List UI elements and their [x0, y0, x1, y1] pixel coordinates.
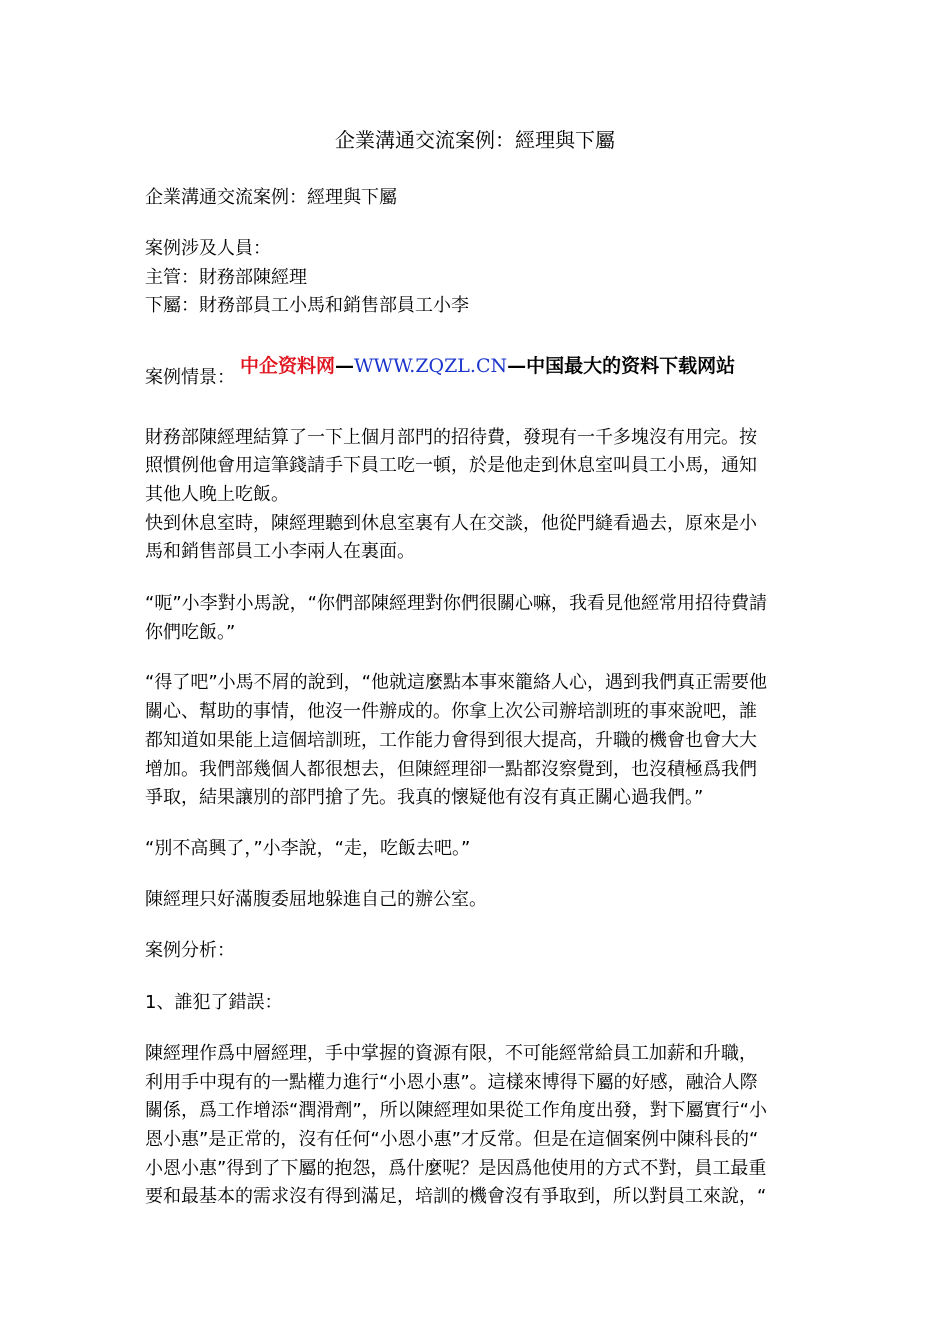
paragraph-line: 其他人晚上吃飯。	[145, 484, 289, 505]
paragraph-line: 陳經理只好滿腹委屈地躲進自己的辦公室。	[145, 889, 487, 910]
paragraph-line: 利用手中現有的一點權力進行“小恩小惠”。這樣來博得下屬的好感，融洽人際	[145, 1072, 758, 1093]
paragraph-line: 馬和銷售部員工小李兩人在裏面。	[145, 541, 415, 562]
scenario-label: 案例情景：	[145, 367, 235, 388]
document-title: 企業溝通交流案例：經理與下屬	[335, 128, 615, 152]
banner-url: WWW.ZQZL.CN	[354, 355, 508, 377]
paragraph-line: 關心、幫助的事情，他沒一件辦成的。你拿上次公司辦培訓班的事來說吧，誰	[145, 701, 757, 722]
paragraph-line: 小恩小惠”得到了下屬的抱怨，爲什麼呢？是因爲他使用的方式不對，員工最重	[145, 1158, 767, 1179]
analysis-heading: 案例分析：	[145, 940, 235, 961]
paragraph-line: 關係，爲工作增添“潤滑劑”，所以陳經理如果從工作角度出發，對下屬實行“小	[145, 1100, 767, 1121]
document-subtitle: 企業溝通交流案例：經理與下屬	[145, 187, 397, 208]
paragraph-line: 爭取，結果讓別的部門搶了先。我真的懷疑他有沒有真正關心過我們。”	[145, 787, 704, 808]
paragraph-line: 增加。我們部幾個人都很想去，但陳經理卻一點都沒察覺到，也沒積極爲我們	[145, 759, 757, 780]
paragraph-line: 要和最基本的需求沒有得到滿足，培訓的機會沒有爭取到，所以對員工來說，“	[145, 1186, 767, 1207]
supervisor-line: 主管：財務部陳經理	[145, 267, 307, 288]
subordinates-line: 下屬：財務部員工小馬和銷售部員工小李	[145, 295, 469, 316]
paragraph-line: “呃”小李對小馬說，“你們部陳經理對你們很關心嘛，我看見他經常用招待費請	[145, 593, 767, 614]
paragraph-line: 照慣例他會用這筆錢請手下員工吃一頓，於是他走到休息室叫員工小馬，通知	[145, 455, 757, 476]
people-heading: 案例涉及人員：	[145, 238, 271, 259]
paragraph-line: 你們吃飯。”	[145, 622, 236, 643]
section-heading: 1、誰犯了錯誤：	[145, 992, 283, 1013]
paragraph-line: 財務部陳經理結算了一下上個月部門的招待費，發現有一千多塊沒有用完。按	[145, 427, 757, 448]
paragraph-line: 陳經理作爲中層經理，手中掌握的資源有限，不可能經常給員工加薪和升職，	[145, 1043, 757, 1064]
banner-tagline: 中国最大的资料下载网站	[526, 355, 736, 377]
watermark-banner	[240, 352, 735, 380]
banner-site-name: 中企资料网	[240, 355, 336, 377]
banner-dash: —	[507, 355, 527, 377]
paragraph-line: “別不高興了，”小李說，“走，吃飯去吧。”	[145, 838, 471, 859]
paragraph-line: 快到休息室時，陳經理聽到休息室裏有人在交談，他從門縫看過去，原來是小	[145, 513, 757, 534]
paragraph-line: “得了吧”小馬不屑的說到，“他就這麼點本事來籠絡人心，遇到我們真正需要他	[145, 672, 767, 693]
banner-dash: —	[335, 355, 355, 377]
paragraph-line: 恩小惠”是正常的，沒有任何“小恩小惠”才反常。但是在這個案例中陳科長的“	[145, 1129, 759, 1150]
paragraph-line: 都知道如果能上這個培訓班，工作能力會得到很大提高，升職的機會也會大大	[145, 730, 757, 751]
